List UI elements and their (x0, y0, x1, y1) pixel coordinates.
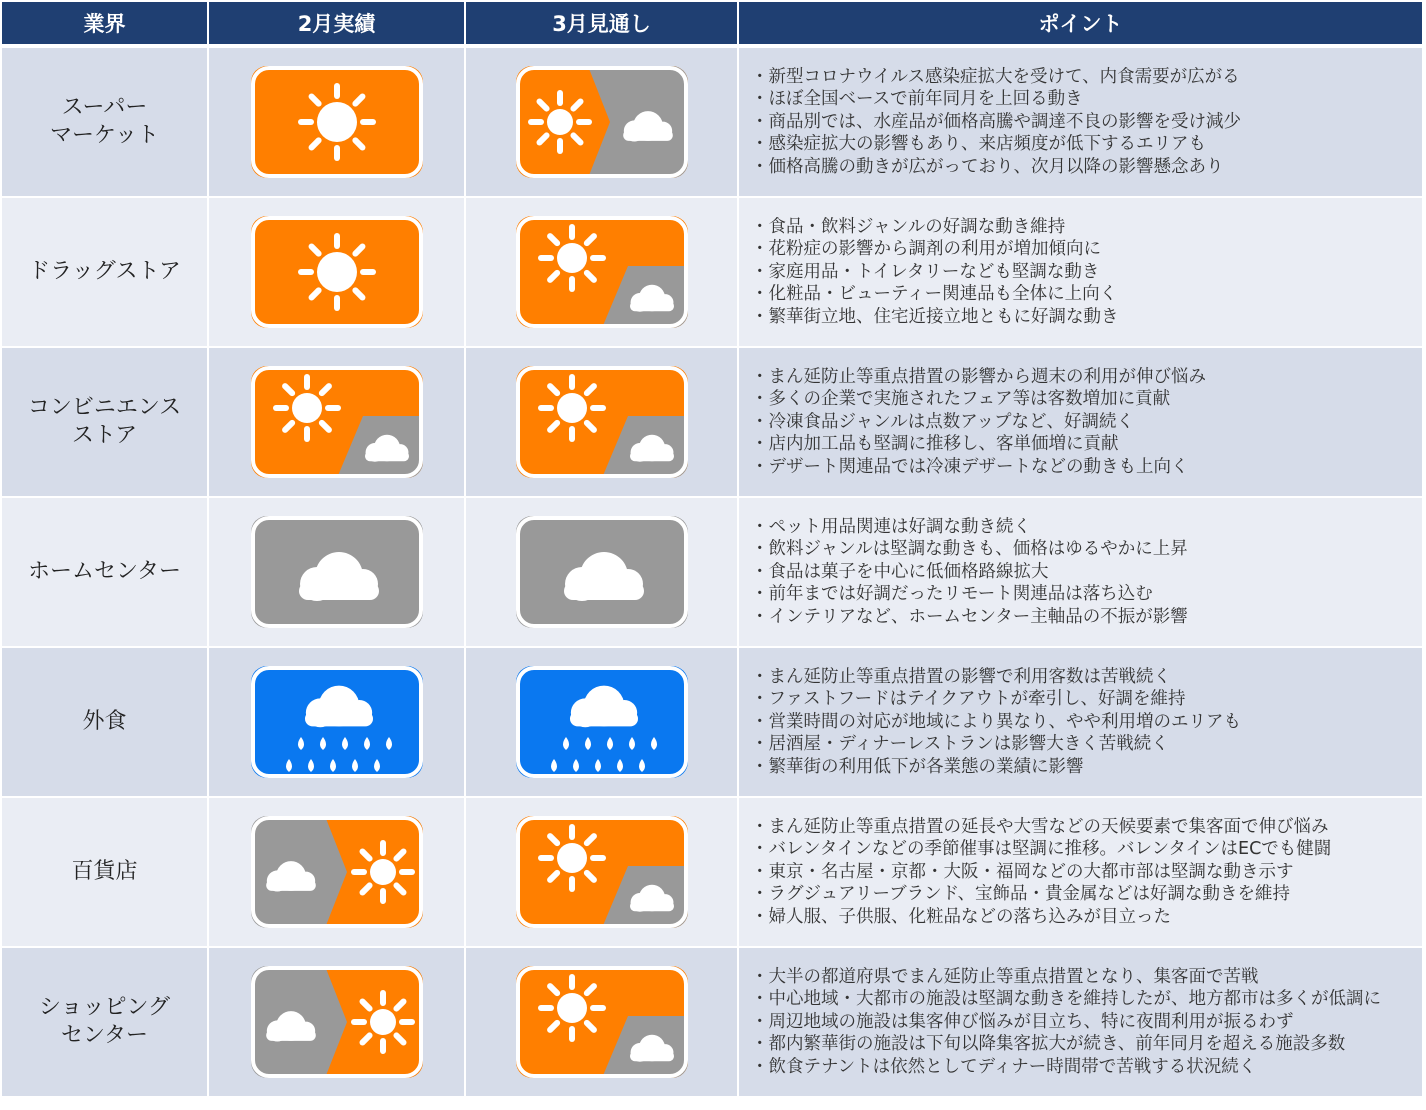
point-item: ・営業時間の対応が地域により異なり、やや利用増のエリアも (751, 711, 1241, 732)
cloudy-icon (516, 516, 688, 628)
point-item: ・店内加工品も堅調に推移し、客単価増に貢献 (751, 434, 1119, 455)
industry-cell (2, 348, 209, 496)
industry-name: ショッピング センター (38, 995, 171, 1048)
points-cell (739, 648, 1422, 796)
point-item: ・中心地域・大都市の施設は堅調な動きを維持したが、地方都市は多くが低調に (751, 989, 1381, 1010)
points-cell (739, 198, 1422, 346)
sunny-partly-cloudy-icon (516, 816, 688, 928)
points-list (751, 816, 1331, 929)
point-item: ・化粧品・ビューティー関連品も全体に上向く (751, 284, 1118, 305)
points-cell (739, 498, 1422, 646)
point-item: ・大半の都道府県でまん延防止等重点措置となり、集客面で苦戦 (751, 966, 1259, 987)
feb-actual-cell (209, 48, 466, 196)
sunny-partly-cloudy-icon (516, 366, 688, 478)
industry-cell (2, 498, 209, 646)
point-item: ・繁華街立地、住宅近接立地ともに好調な動き (751, 306, 1119, 327)
feb-actual-cell (209, 348, 466, 496)
industry-cell (2, 948, 209, 1096)
industry-cell (2, 48, 209, 196)
point-item: ・繁華街の利用低下が各業態の業績に影響 (751, 756, 1084, 777)
point-item: ・家庭用品・トイレタリーなども堅調な動き (751, 261, 1100, 282)
sunny-partly-cloudy-icon (516, 966, 688, 1078)
cloudy-icon (251, 516, 423, 628)
point-item: ・デザート関連品では冷凍デザートなどの動きも上向く (751, 456, 1189, 477)
point-item: ・バレンタインなどの季節催事は堅調に推移。バレンタインはECでも健闘 (751, 839, 1332, 860)
feb-actual-cell (209, 198, 466, 346)
table-row (2, 48, 1422, 198)
industry-name: スーパー マーケット (50, 95, 159, 148)
point-item: ・商品別では、水産品が価格高騰や調達不良の影響を受け減少 (751, 111, 1241, 132)
point-item: ・まん延防止等重点措置の延長や大雪などの天候要素で集客面で伸び悩み (751, 816, 1329, 837)
cloudy-to-sunny-icon (251, 966, 423, 1078)
point-item: ・東京・名古屋・京都・大阪・福岡などの大都市部は堅調な動き示す (751, 861, 1294, 882)
rainy-icon (251, 666, 423, 778)
points-cell (739, 798, 1422, 946)
point-item: ・周辺地域の施設は集客伸び悩みが目立ち、特に夜間利用が振るわず (751, 1011, 1294, 1032)
table-row (2, 798, 1422, 948)
table-row (2, 648, 1422, 798)
industry-cell (2, 198, 209, 346)
mar-outlook-cell (466, 48, 739, 196)
table-row (2, 498, 1422, 648)
industry-name: ホームセンター (27, 559, 182, 584)
mar-outlook-cell (466, 498, 739, 646)
industry-cell (2, 648, 209, 796)
point-item: ・感染症拡大の影響もあり、来店頻度が低下するエリアも (751, 134, 1206, 155)
table-body (2, 48, 1422, 1098)
points-list (751, 516, 1188, 629)
sunny-icon (251, 216, 423, 328)
point-item: ・冷凍食品ジャンルは点数アップなど、好調続く (751, 411, 1134, 432)
sunny-icon (251, 66, 423, 178)
mar-outlook-cell (466, 198, 739, 346)
point-item: ・まん延防止等重点措置の影響から週末の利用が伸び悩み (751, 366, 1206, 387)
weather-forecast-table (2, 2, 1422, 1098)
header-industry: 業界 (2, 2, 209, 44)
point-item: ・価格高騰の動きが広がっており、次月以降の影響懸念あり (751, 156, 1224, 177)
feb-actual-cell (209, 798, 466, 946)
header-feb-actual: 2月実績 (209, 2, 466, 44)
points-list (751, 666, 1241, 779)
industry-name: コンビニエンス ストア (27, 395, 182, 448)
points-list (751, 366, 1206, 479)
point-item: ・飲料ジャンルは堅調な動きも、価格はゆるやかに上昇 (751, 539, 1188, 560)
mar-outlook-cell (466, 648, 739, 796)
mar-outlook-cell (466, 948, 739, 1096)
industry-name: 外食 (82, 709, 127, 734)
sunny-to-cloudy-icon (516, 66, 688, 178)
sunny-partly-cloudy-icon (516, 216, 688, 328)
points-list (751, 966, 1381, 1079)
points-list (751, 216, 1119, 329)
point-item: ・ファストフードはテイクアウトが牽引し、好調を維持 (751, 689, 1186, 710)
feb-actual-cell (209, 498, 466, 646)
points-cell (739, 348, 1422, 496)
cloudy-to-sunny-icon (251, 816, 423, 928)
point-item: ・多くの企業で実施されたフェア等は客数増加に貢献 (751, 389, 1171, 410)
mar-outlook-cell (466, 348, 739, 496)
points-list (751, 66, 1241, 179)
industry-name: ドラッグストア (28, 259, 181, 284)
point-item: ・食品・飲料ジャンルの好調な動き維持 (751, 216, 1066, 237)
points-cell (739, 948, 1422, 1096)
feb-actual-cell (209, 648, 466, 796)
point-item: ・食品は菓子を中心に低価格路線拡大 (751, 561, 1049, 582)
point-item: ・都内繁華街の施設は下旬以降集客拡大が続き、前年同月を超える施設多数 (751, 1034, 1346, 1055)
point-item: ・居酒屋・ディナーレストランは影響大きく苦戦続く (751, 734, 1169, 755)
point-item: ・ペット用品関連は好調な動き続く (751, 516, 1031, 537)
point-item: ・インテリアなど、ホームセンター主軸品の不振が影響 (751, 606, 1188, 627)
mar-outlook-cell (466, 798, 739, 946)
table-row (2, 348, 1422, 498)
table-row (2, 948, 1422, 1098)
point-item: ・前年までは好調だったリモート関連品は落ち込む (751, 584, 1153, 605)
point-item: ・婦人服、子供服、化粧品などの落ち込みが目立った (751, 906, 1171, 927)
rainy-icon (516, 666, 688, 778)
sunny-partly-cloudy-icon (251, 366, 423, 478)
point-item: ・まん延防止等重点措置の影響で利用客数は苦戦続く (751, 666, 1171, 687)
table-header (2, 2, 1422, 44)
points-cell (739, 48, 1422, 196)
point-item: ・飲食テナントは依然としてディナー時間帯で苦戦する状況続く (751, 1056, 1257, 1077)
industry-name: 百貨店 (71, 859, 138, 884)
table-row (2, 198, 1422, 348)
point-item: ・花粉症の影響から調剤の利用が増加傾向に (751, 239, 1101, 260)
industry-cell (2, 798, 209, 946)
point-item: ・新型コロナウイルス感染症拡大を受けて、内食需要が広がる (751, 66, 1240, 87)
feb-actual-cell (209, 948, 466, 1096)
header-mar-outlook: 3月見通し (466, 2, 739, 44)
point-item: ・ラグジュアリーブランド、宝飾品・貴金属などは好調な動きを維持 (751, 884, 1290, 905)
point-item: ・ほぼ全国ベースで前年同月を上回る動き (751, 89, 1083, 110)
header-points: ポイント (739, 2, 1422, 44)
